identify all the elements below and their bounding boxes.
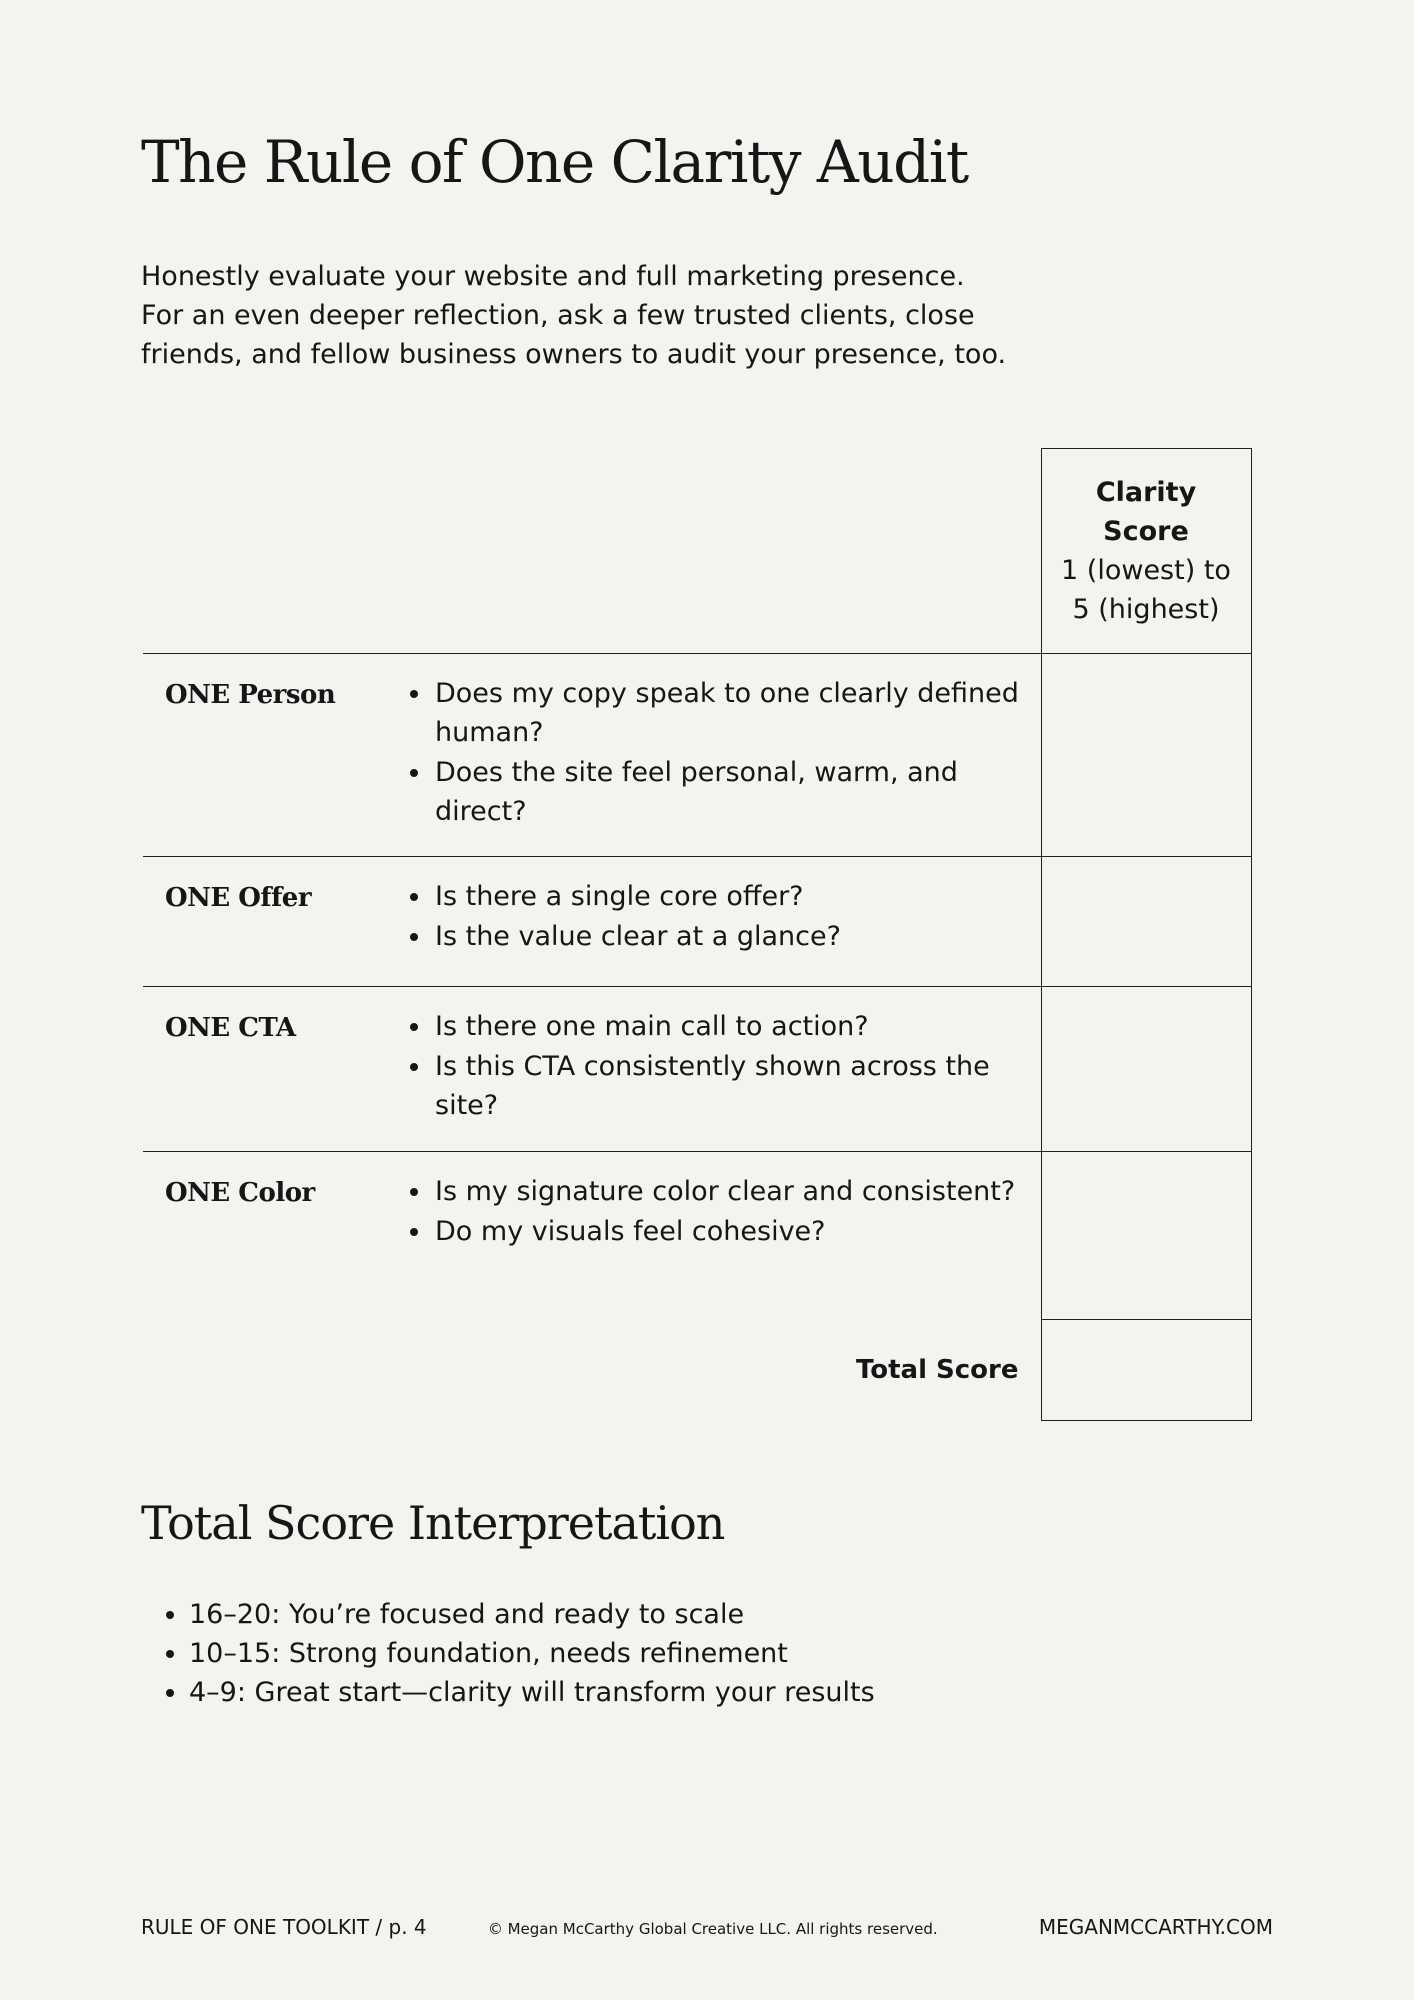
table-row	[143, 654, 1251, 857]
question-item: • Is this CTA consistently shown across the site?	[433, 1047, 1041, 1125]
interpretation-heading: Total Score Interpretation	[141, 1496, 725, 1550]
intro-line: For an even deeper reflection, ask a few trusted clients, close	[141, 300, 975, 331]
page-title: The Rule of One Clarity Audit	[141, 128, 968, 196]
footer-website: MEGANMCCARTHY.COM	[1038, 1915, 1273, 1939]
footer-page-label: RULE OF ONE TOOLKIT / p. 4	[141, 1915, 427, 1939]
interpretation-list	[141, 1595, 875, 1712]
table-row	[143, 987, 1251, 1152]
question-item: • Is there a single core offer?	[433, 877, 1041, 916]
score-header-title: Score	[1103, 516, 1189, 547]
question-list	[389, 987, 1041, 1152]
footer-copyright: © Megan McCarthy Global Creative LLC. All rights reserved.	[487, 1920, 938, 1938]
category-label: ONE Offer	[143, 857, 389, 987]
question-item: • Does the site feel personal, warm, and direct?	[433, 753, 1041, 831]
question-list	[389, 1152, 1041, 1320]
score-cell[interactable]	[1041, 1152, 1251, 1320]
total-score-label: Total Score	[855, 1355, 1019, 1385]
interpretation-item: • 16–20: You’re focused and ready to scale	[189, 1595, 875, 1634]
category-label: ONE Color	[143, 1152, 389, 1320]
page-footer	[141, 1915, 1273, 1939]
question-item: • Does my copy speak to one clearly defined human?	[433, 674, 1041, 752]
question-item: • Is my signature color clear and consistent?	[433, 1172, 1041, 1211]
table-row	[143, 857, 1251, 987]
table-header-row	[143, 449, 1251, 654]
total-score-cell[interactable]	[1041, 1320, 1251, 1421]
total-row	[143, 1320, 1251, 1421]
score-header-title: Clarity	[1095, 477, 1197, 508]
question-item: • Do my visuals feel cohesive?	[433, 1212, 1041, 1251]
question-item: • Is there one main call to action?	[433, 1007, 1041, 1046]
score-header-scale: 1 (lowest) to	[1061, 555, 1231, 586]
interpretation-item: • 10–15: Strong foundation, needs refinement	[189, 1634, 875, 1673]
audit-table	[143, 448, 1252, 1421]
table-row	[143, 1152, 1251, 1320]
score-cell[interactable]	[1041, 987, 1251, 1152]
clarity-score-header	[1041, 449, 1251, 654]
category-label: ONE CTA	[143, 987, 389, 1152]
score-cell[interactable]	[1041, 857, 1251, 987]
intro-line: Honestly evaluate your website and full marketing presence.	[141, 261, 965, 292]
interpretation-item: • 4–9: Great start—clarity will transform your results	[189, 1673, 875, 1712]
intro-text	[141, 257, 1041, 374]
score-cell[interactable]	[1041, 654, 1251, 857]
category-label: ONE Person	[143, 654, 389, 857]
question-list	[389, 654, 1041, 857]
question-item: • Is the value clear at a glance?	[433, 917, 1041, 956]
score-header-scale: 5 (highest)	[1072, 594, 1220, 625]
intro-line: friends, and fellow business owners to audit your presence, too.	[141, 339, 1007, 370]
question-list	[389, 857, 1041, 987]
